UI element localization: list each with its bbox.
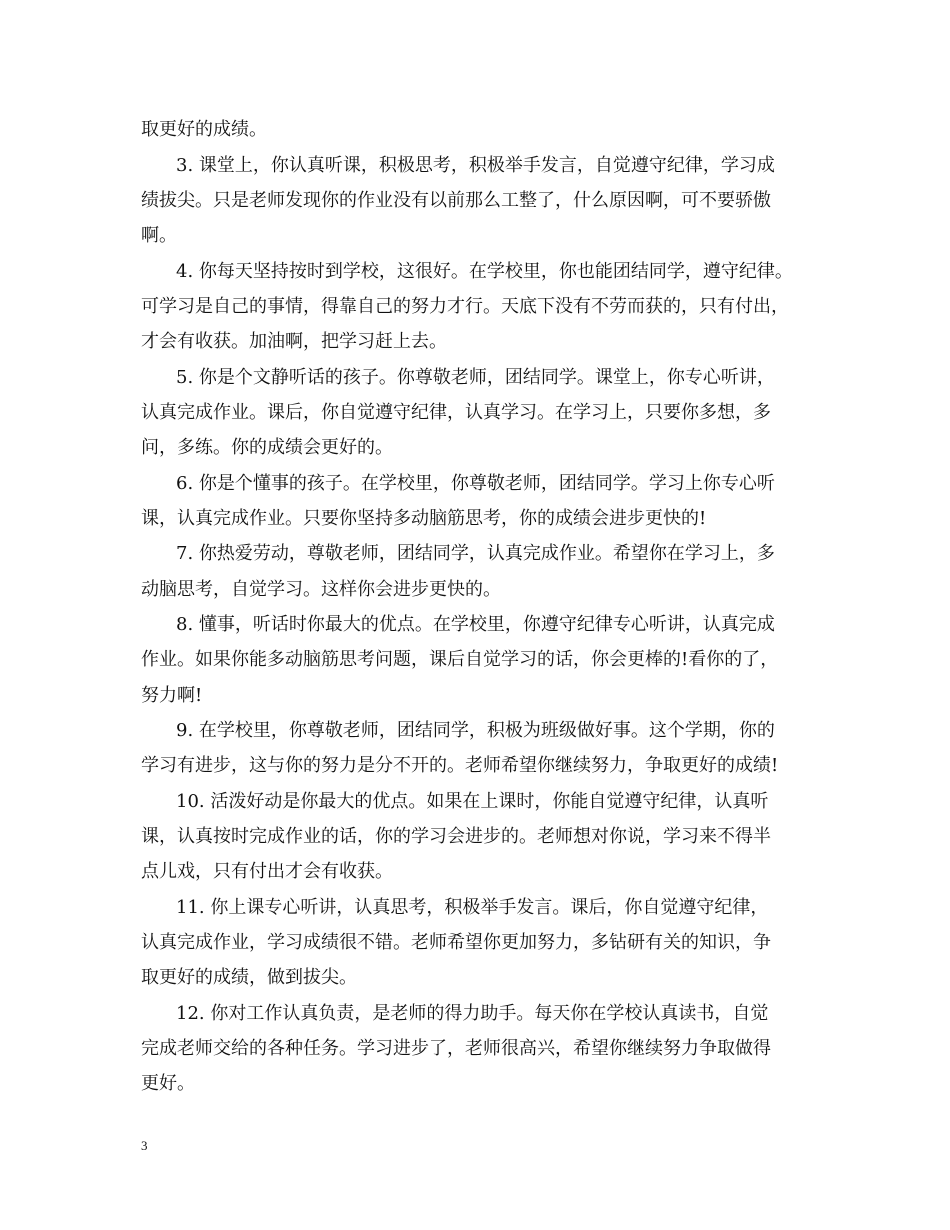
text-line: 10. 活泼好动是你最大的优点。如果在上课时，你能自觉遵守纪律，认真听 (176, 791, 769, 812)
text-line: 动脑思考，自觉学习。这样你会进步更快的。 (141, 579, 501, 600)
text-line: 11. 你上课专心听讲，认真思考，积极举手发言。课后，你自觉遵守纪律， (176, 897, 769, 918)
text-line: 努力啊! (141, 685, 203, 706)
text-line: 点儿戏，只有付出才会有收获。 (141, 861, 393, 882)
text-line: 可学习是自己的事情，得靠自己的努力才行。天底下没有不劳而获的，只有付出， (141, 296, 789, 317)
text-line: 8. 懂事，听话时你最大的优点。在学校里，你遵守纪律专心听讲，认真完成 (176, 614, 775, 635)
text-line: 课，认真按时完成作业的话，你的学习会进步的。老师想对你说，学习来不得半 (141, 826, 771, 847)
text-line: 啊。 (141, 225, 177, 246)
text-line: 7. 你热爱劳动，尊敬老师，团结同学，认真完成作业。希望你在学习上，多 (176, 543, 775, 564)
text-line: 绩拔尖。只是老师发现你的作业没有以前那么工整了，什么原因啊，可不要骄傲 (141, 190, 771, 211)
text-line: 6. 你是个懂事的孩子。在学校里，你尊敬老师，团结同学。学习上你专心听 (176, 473, 775, 494)
text-line: 4. 你每天坚持按时到学校，这很好。在学校里，你也能团结同学，遵守纪律。 (176, 261, 793, 282)
text-line: 课，认真完成作业。只要你坚持多动脑筋思考，你的成绩会进步更快的! (141, 508, 707, 529)
text-line: 才会有收获。加油啊，把学习赶上去。 (141, 331, 447, 352)
text-line: 取更好的成绩。 (141, 119, 267, 140)
text-line: 认真完成作业。课后，你自觉遵守纪律，认真学习。在学习上，只要你多想，多 (141, 402, 771, 423)
text-line: 认真完成作业，学习成绩很不错。老师希望你更加努力，多钻研有关的知识，争 (141, 932, 771, 953)
text-line: 3. 课堂上，你认真听课，积极思考，积极举手发言，自觉遵守纪律，学习成 (176, 155, 775, 176)
text-line: 12. 你对工作认真负责，是老师的得力助手。每天你在学校认真读书，自觉 (176, 1003, 769, 1024)
text-line: 5. 你是个文静听话的孩子。你尊敬老师，团结同学。课堂上，你专心听讲， (176, 367, 775, 388)
text-line: 9. 在学校里，你尊敬老师，团结同学，积极为班级做好事。这个学期，你的 (176, 720, 775, 741)
text-line: 作业。如果你能多动脑筋思考问题，课后自觉学习的话，你会更棒的!看你的了， (141, 649, 779, 670)
page-number: 3 (141, 1138, 148, 1153)
text-line: 问，多练。你的成绩会更好的。 (141, 437, 393, 458)
text-line: 完成老师交给的各种任务。学习进步了，老师很高兴，希望你继续努力争取做得 (141, 1038, 771, 1059)
text-line: 更好。 (141, 1073, 195, 1094)
text-line: 取更好的成绩，做到拔尖。 (141, 967, 357, 988)
text-line: 学习有进步，这与你的努力是分不开的。老师希望你继续努力，争取更好的成绩! (141, 755, 779, 776)
